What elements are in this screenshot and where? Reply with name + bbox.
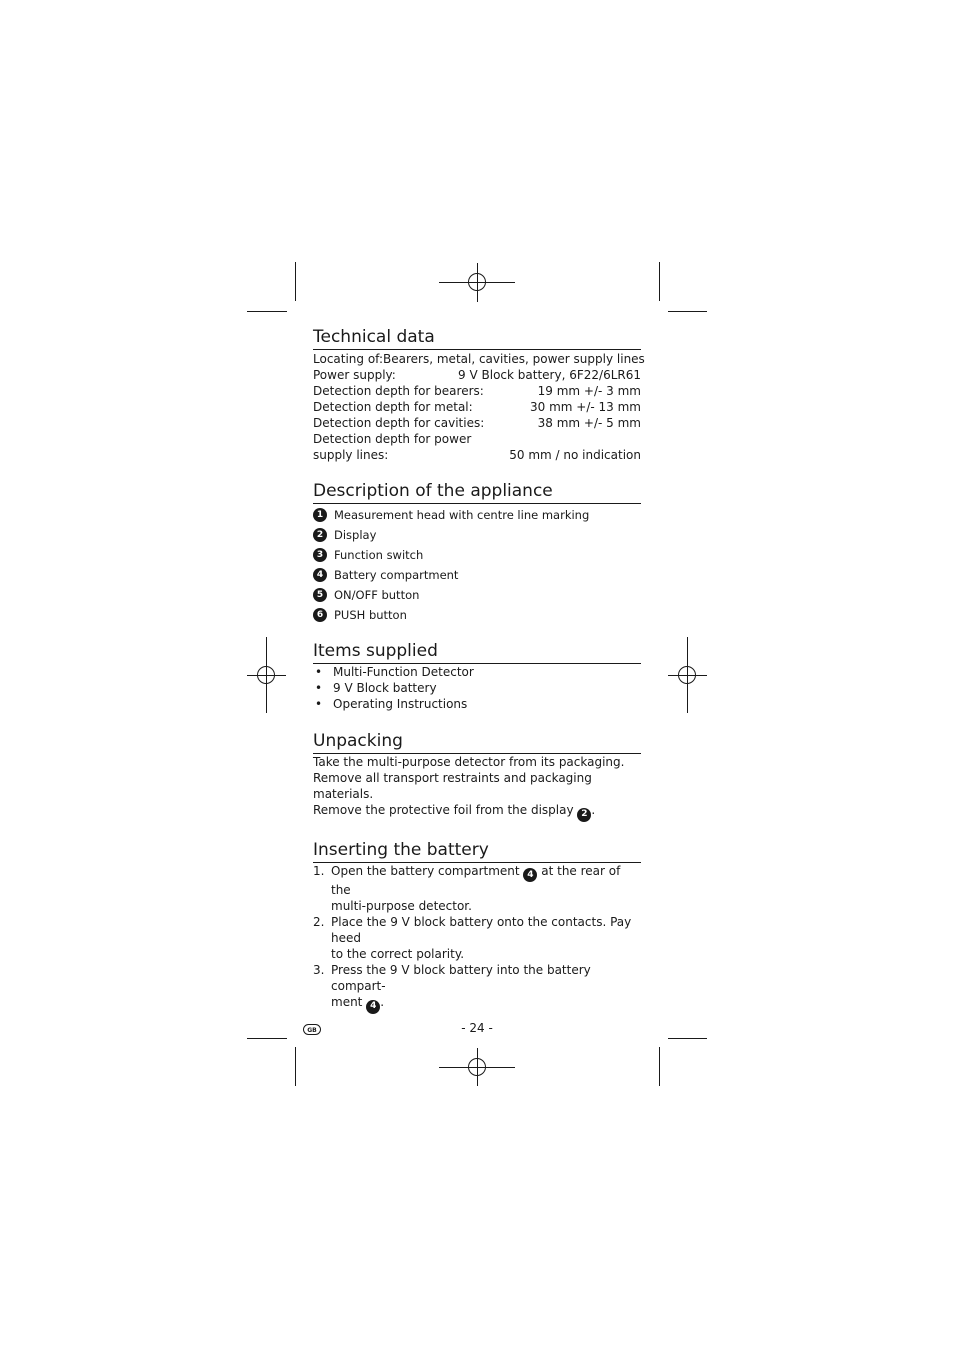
part-label: Measurement head with centre line marking bbox=[334, 508, 590, 522]
list-item bbox=[313, 863, 641, 915]
crop-mark bbox=[295, 262, 296, 301]
spec-value: 30 mm +/- 13 mm bbox=[530, 400, 641, 414]
part-label: Battery compartment bbox=[334, 568, 459, 582]
list-item bbox=[313, 565, 641, 585]
item-label: 9 V Block battery bbox=[333, 681, 437, 695]
unpacking-text bbox=[313, 754, 641, 822]
step-number: 2. bbox=[313, 915, 325, 929]
list-item bbox=[313, 585, 641, 605]
part-label: ON/OFF button bbox=[334, 588, 420, 602]
inserting-battery-heading: Inserting the battery bbox=[313, 839, 641, 863]
registration-mark bbox=[678, 666, 696, 684]
technical-data-heading: Technical data bbox=[313, 326, 641, 350]
part-label: PUSH button bbox=[334, 608, 407, 622]
items-supplied-list bbox=[313, 664, 641, 712]
part-label: Display bbox=[334, 528, 377, 542]
part-number-badge: 6 bbox=[313, 608, 327, 622]
spec-row bbox=[313, 367, 641, 383]
item-label: Multi-Function Detector bbox=[333, 665, 474, 679]
text-span: at the rear of the bbox=[331, 863, 621, 897]
registration-mark bbox=[468, 1058, 486, 1076]
part-label: Function switch bbox=[334, 548, 424, 562]
spec-label: Detection depth for cavities: bbox=[313, 416, 485, 430]
technical-data-table bbox=[313, 351, 645, 463]
spec-label: Detection depth for metal: bbox=[313, 400, 473, 414]
part-number-badge: 2 bbox=[313, 528, 327, 542]
crop-mark bbox=[247, 1038, 287, 1039]
text-span: ment bbox=[331, 995, 367, 1009]
paragraph-line bbox=[313, 802, 641, 822]
bullet: • bbox=[315, 681, 323, 695]
list-item bbox=[313, 545, 641, 565]
page-content bbox=[313, 326, 645, 1014]
text-span: Open the battery compartment bbox=[331, 863, 524, 878]
spec-row bbox=[313, 351, 645, 367]
part-number-badge: 4 bbox=[523, 868, 537, 882]
step-text bbox=[331, 863, 641, 915]
bullet: • bbox=[315, 697, 323, 711]
spec-label: Power supply: bbox=[313, 368, 396, 382]
list-item bbox=[313, 914, 641, 962]
part-number-badge: 4 bbox=[366, 1000, 380, 1014]
inserting-battery-section bbox=[313, 839, 641, 1014]
spec-row bbox=[313, 431, 641, 447]
paragraph-line: Remove all transport restraints and packaging materials. bbox=[313, 771, 592, 801]
spec-label: Detection depth for power bbox=[313, 432, 472, 446]
spec-value: 9 V Block battery, 6F22/6LR61 bbox=[458, 368, 641, 382]
list-item bbox=[313, 664, 641, 680]
text-span: Remove the protective foil from the display bbox=[313, 803, 578, 817]
crop-mark bbox=[247, 311, 287, 312]
spec-label: Detection depth for bearers: bbox=[313, 384, 484, 398]
spec-row bbox=[313, 399, 641, 415]
spec-row bbox=[313, 415, 641, 431]
parts-list bbox=[313, 505, 641, 625]
spec-label: Locating of: bbox=[313, 352, 384, 366]
unpacking-section bbox=[313, 730, 641, 822]
spec-value: Bearers, metal, cavities, power supply lines bbox=[383, 352, 645, 366]
spec-label: supply lines: bbox=[313, 448, 389, 462]
page-number: - 24 - bbox=[461, 1021, 493, 1035]
items-supplied-section bbox=[313, 640, 641, 712]
paragraph-line: Take the multi-purpose detector from its packaging. bbox=[313, 755, 625, 769]
spec-value: 19 mm +/- 3 mm bbox=[537, 384, 641, 398]
list-item bbox=[313, 962, 641, 1014]
spec-value: 38 mm +/- 5 mm bbox=[537, 416, 641, 430]
text-span: . bbox=[591, 803, 596, 817]
part-number-badge: 1 bbox=[313, 508, 327, 522]
spec-row bbox=[313, 447, 641, 463]
description-heading: Description of the appliance bbox=[313, 480, 641, 504]
part-number-badge: 4 bbox=[313, 568, 327, 582]
bullet: • bbox=[315, 665, 323, 679]
steps-list bbox=[313, 863, 641, 1014]
registration-mark bbox=[257, 666, 275, 684]
spec-row bbox=[313, 383, 641, 399]
text-span: to the correct polarity. bbox=[331, 947, 465, 961]
step-text bbox=[331, 914, 641, 962]
registration-mark bbox=[468, 273, 486, 291]
description-section bbox=[313, 480, 641, 625]
spec-value: 50 mm / no indication bbox=[509, 448, 641, 462]
text-span: Place the 9 V block battery onto the contacts. Pay heed bbox=[331, 915, 632, 945]
step-number: 1. bbox=[313, 863, 325, 878]
part-number-badge: 5 bbox=[313, 588, 327, 602]
crop-mark bbox=[659, 1047, 660, 1086]
step-text bbox=[331, 962, 641, 1014]
part-number-badge: 3 bbox=[313, 548, 327, 562]
text-span: multi-purpose detector. bbox=[331, 899, 472, 913]
list-item bbox=[313, 505, 641, 525]
technical-data-section bbox=[313, 326, 645, 463]
crop-mark bbox=[668, 1038, 707, 1039]
list-item bbox=[313, 605, 641, 625]
text-span: . bbox=[380, 995, 385, 1009]
crop-mark bbox=[659, 262, 660, 301]
unpacking-heading: Unpacking bbox=[313, 730, 641, 754]
list-item bbox=[313, 680, 641, 696]
item-label: Operating Instructions bbox=[333, 697, 468, 711]
items-supplied-heading: Items supplied bbox=[313, 640, 641, 664]
list-item bbox=[313, 525, 641, 545]
language-badge: GB bbox=[303, 1024, 321, 1035]
crop-mark bbox=[668, 311, 707, 312]
step-number: 3. bbox=[313, 963, 325, 977]
list-item bbox=[313, 696, 641, 712]
part-number-badge: 2 bbox=[577, 808, 591, 822]
text-span: Press the 9 V block battery into the battery compart- bbox=[331, 963, 591, 993]
crop-mark bbox=[295, 1047, 296, 1086]
